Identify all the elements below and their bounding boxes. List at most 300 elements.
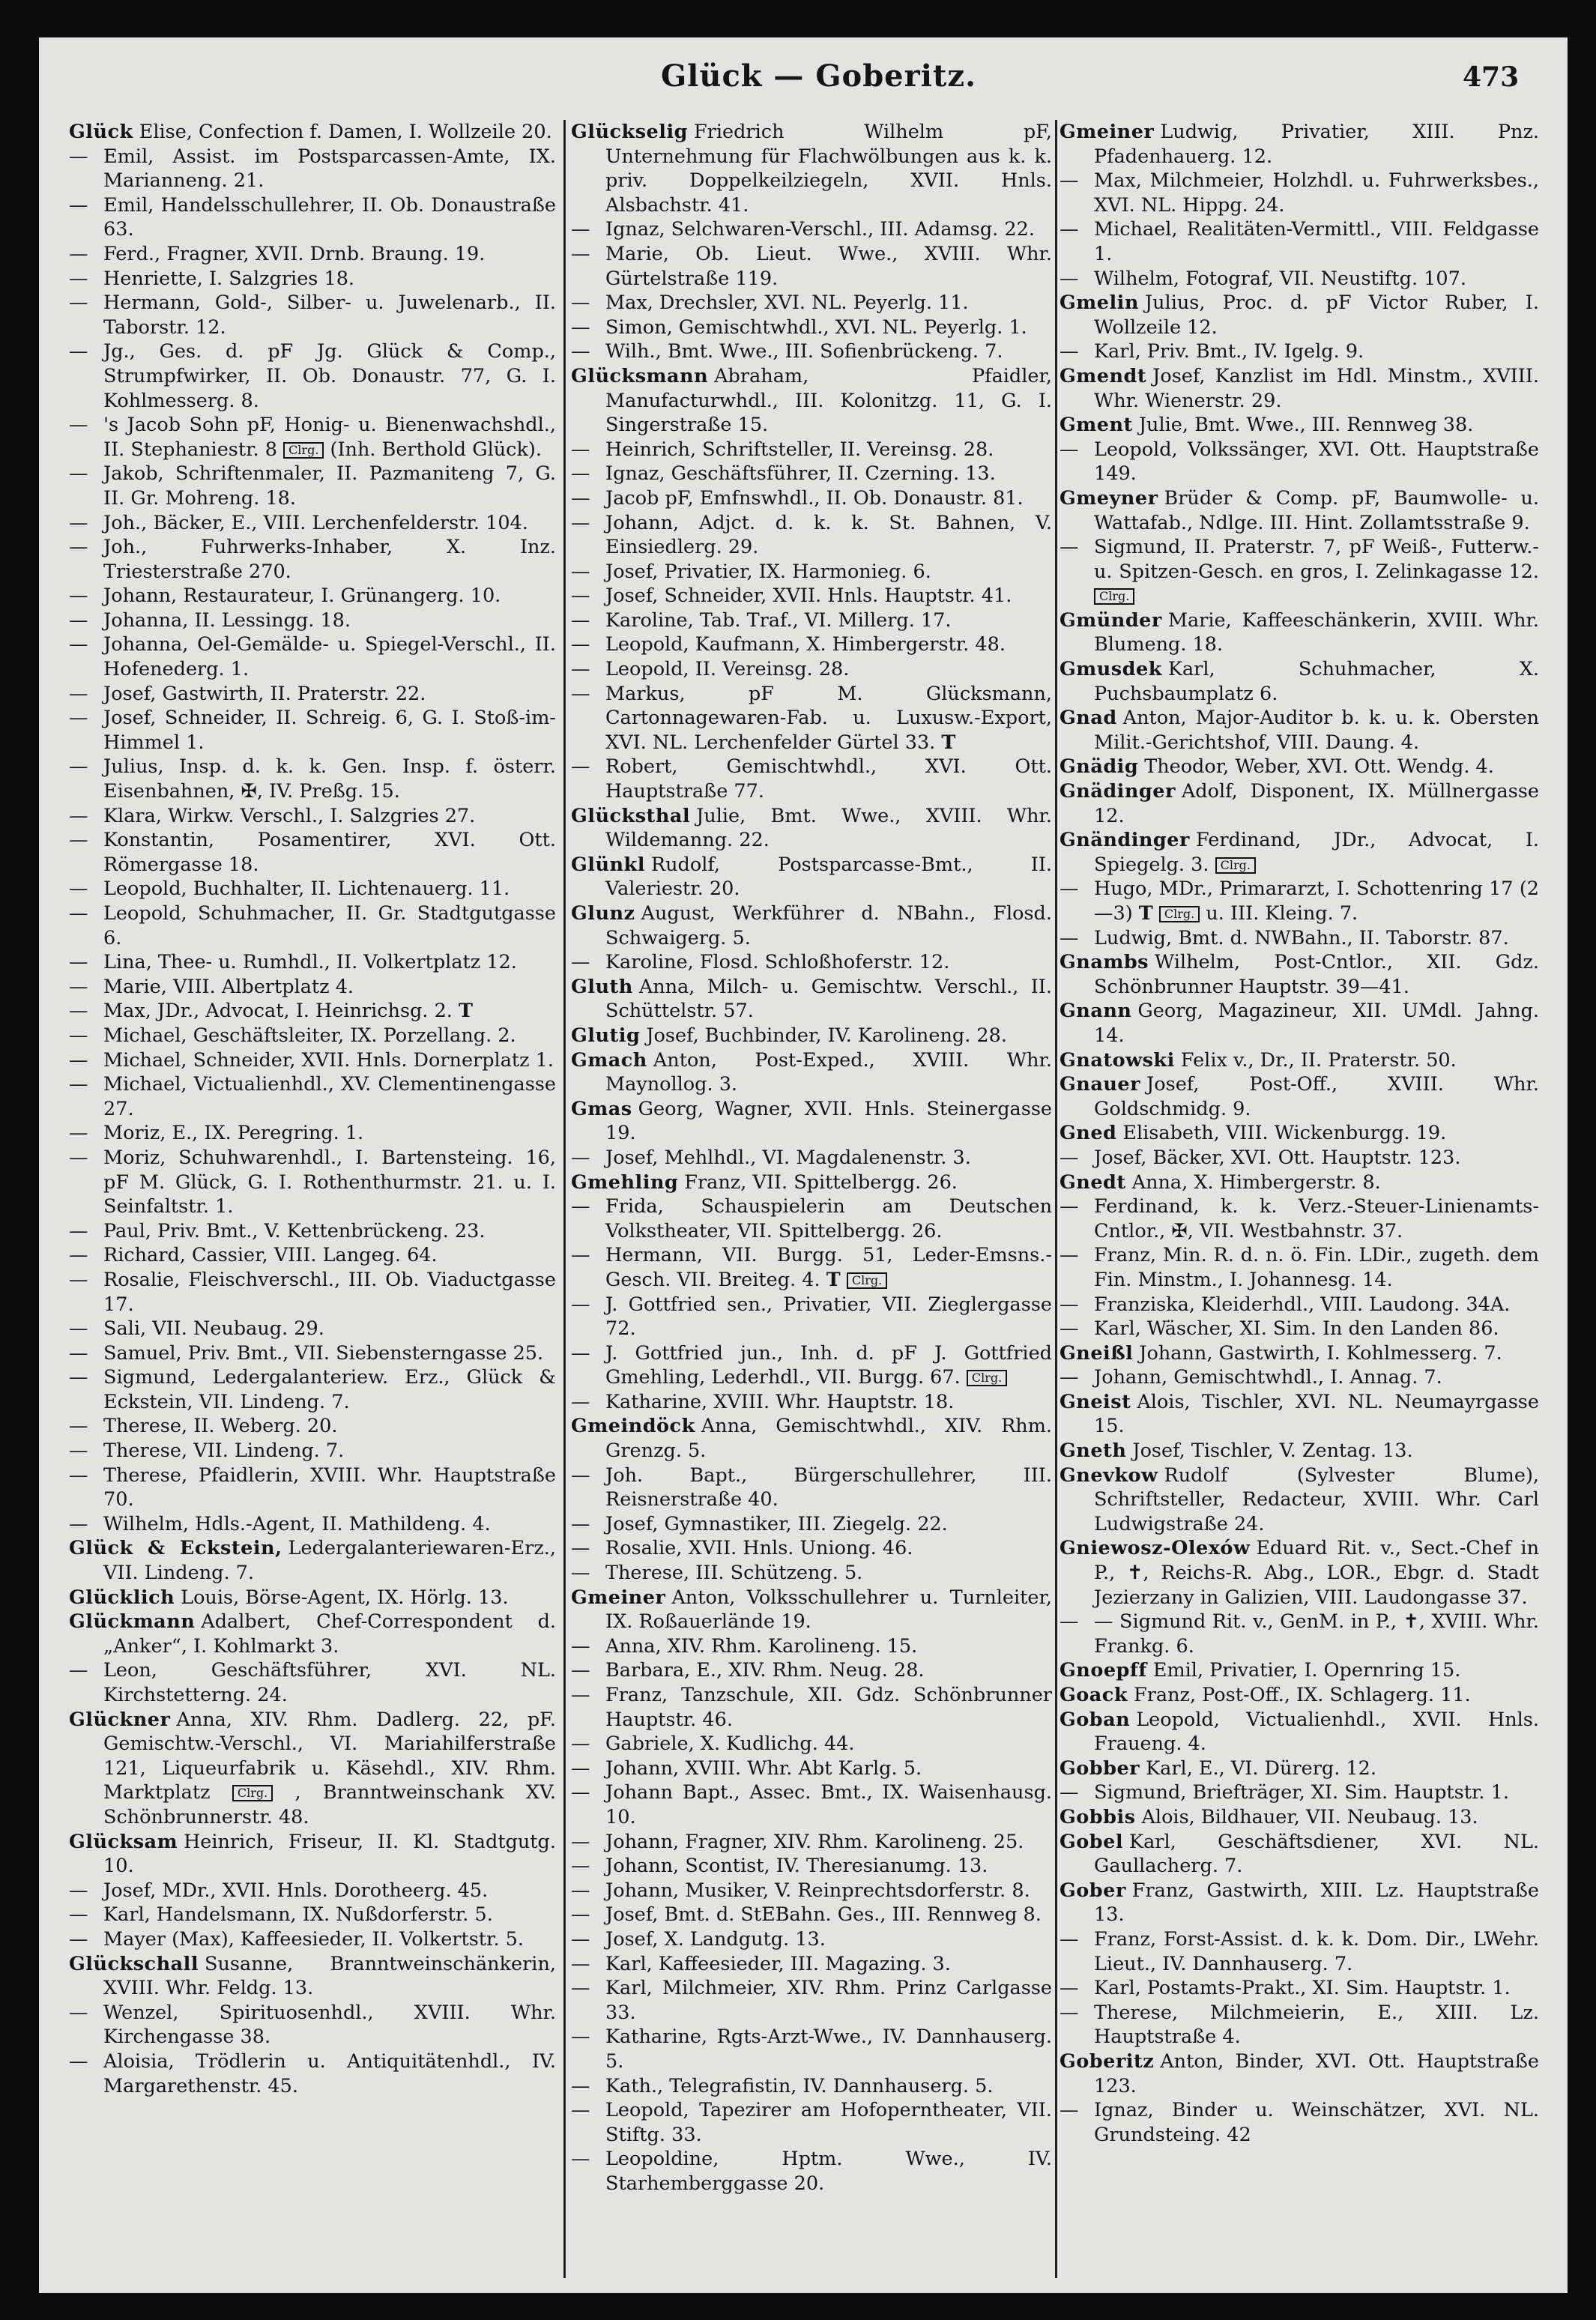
directory-entry — [69, 706, 556, 755]
entry-text: Mayer (Max), Kaffeesieder, II. Volkertstr. 5. — [103, 1927, 524, 1951]
entry-text: — Sigmund Rit. v., GenM. in P., ✝, XVIII. Whr. Frankg. 6. — [1094, 1610, 1539, 1658]
directory-entry — [69, 2049, 556, 2098]
entry-text: Alois, Tischler, XVI. NL. Neumayrgasse 15. — [1094, 1390, 1539, 1438]
directory-entry — [1060, 535, 1539, 608]
directory-entry — [571, 1024, 1052, 1048]
entry-text: Max, Milchmeier, Holzhdl. u. Fuhrwerksbes., XVI. NL. Hippg. 24. — [1094, 169, 1539, 217]
entry-text: Rosalie, Fleischverschl., III. Ob. Viaductgasse 17. — [103, 1268, 556, 1316]
entry-text: Julius, Proc. d. pF Victor Ruber, I. Wollzeile 12. — [1094, 291, 1539, 339]
entry-text: Ignaz, Binder u. Weinschätzer, XVI. NL. Grundsteing. 42 — [1094, 2099, 1539, 2146]
entry-text: Josef, Tischler, V. Zentag. 13. — [1132, 1440, 1413, 1463]
directory-entry — [69, 1927, 556, 1952]
directory-entry — [1060, 1317, 1539, 1341]
repeat-dash: — — [571, 1659, 590, 1682]
repeat-dash: — — [1060, 877, 1079, 901]
directory-entry — [571, 1390, 1052, 1415]
entry-text: Josef, Bmt. d. StEBahn. Ges., III. Rennweg 8. — [605, 1903, 1042, 1927]
surname: Gment — [1060, 414, 1133, 437]
entry-text: Alois, Bildhauer, VII. Neubaug. 13. — [1141, 1805, 1478, 1828]
directory-entry — [69, 1072, 556, 1121]
column-1 — [69, 120, 556, 2286]
directory-entry — [69, 1024, 556, 1048]
entry-text: Franz, Forst-Assist. d. k. k. Dom. Dir., LWehr. Lieut., IV. Dannhauserg. 7. — [1094, 1927, 1539, 1975]
directory-entry — [69, 804, 556, 829]
repeat-dash: — — [1060, 438, 1079, 461]
repeat-dash: — — [69, 951, 88, 974]
directory-entry — [1060, 364, 1539, 413]
entry-text: Marie, Kaffeeschänkerin, XVIII. Whr. Blumeng. 18. — [1094, 608, 1539, 656]
surname: Glückner — [69, 1708, 171, 1731]
entry-text: Leopold, Victualienhdl., XVII. Hnls. Fraueng. 4. — [1094, 1708, 1539, 1756]
directory-entry — [1060, 706, 1539, 755]
directory-entry — [1060, 1927, 1539, 1976]
entry-text: Joh., Bäcker, E., VIII. Lerchenfelderstr. 104. — [103, 511, 528, 534]
entry-text: Josef, Schneider, XVII. Hnls. Hauptstr. 41. — [605, 584, 1012, 608]
entry-text: Julie, Bmt. Wwe., III. Rennweg 38. — [1138, 414, 1474, 437]
page-number: 473 — [1463, 61, 1520, 93]
surname: Gober — [1060, 1879, 1126, 1902]
directory-entry — [571, 511, 1052, 560]
repeat-dash: — — [69, 707, 88, 730]
directory-entry — [571, 632, 1052, 657]
entry-text: Friedrich Wilhelm pF, Unternehmung für Flachwölbungen aus k. k. priv. Doppelkeilziegeln, XVII. Hnls. Alsbachstr. 41. — [605, 121, 1052, 217]
surname: Gnoepff — [1060, 1659, 1147, 1682]
repeat-dash: — — [69, 1268, 88, 1291]
directory-entry — [1060, 1341, 1539, 1366]
surname: Glückselig — [571, 121, 688, 143]
repeat-dash: — — [1060, 1317, 1079, 1341]
repeat-dash: — — [571, 755, 590, 779]
entry-text: Ludwig, Privatier, XIII. Pnz. Pfadenhauerg. 12. — [1094, 121, 1539, 168]
entry-text: Josef, Bäcker, XVI. Ott. Hauptstr. 123. — [1094, 1146, 1461, 1169]
entry-text: Joh. Bapt., Bürgerschullehrer, III. Reisnerstraße 40. — [605, 1463, 1052, 1511]
surname: Gniewosz-Olexów — [1060, 1537, 1251, 1560]
entry-text: Johann, Gastwirth, I. Kohlmesserg. 7. — [1139, 1341, 1502, 1365]
repeat-dash: — — [69, 1903, 88, 1927]
directory-entry — [69, 999, 556, 1024]
repeat-dash: — — [69, 829, 88, 852]
telephone-icon: T — [459, 1000, 474, 1023]
repeat-dash: — — [69, 1415, 88, 1438]
repeat-dash: — — [571, 1562, 590, 1585]
entry-text: Johann, Musiker, V. Reinprechtsdorferstr. 8. — [605, 1879, 1030, 1902]
directory-entry — [1060, 1463, 1539, 1537]
repeat-dash: — — [571, 1537, 590, 1560]
entry-text: Leon, Geschäftsführer, XVI. NL. Kirchstetterng. 24. — [103, 1659, 556, 1706]
repeat-dash: — — [69, 1000, 88, 1023]
entry-text: Barbara, E., XIV. Rhm. Neug. 28. — [605, 1659, 925, 1682]
entry-text: Heinrich, Schriftsteller, II. Vereinsg. 28. — [605, 438, 994, 461]
directory-entry — [571, 901, 1052, 950]
entry-text: Rudolf, Postsparcasse-Bmt., II. Valeriestr. 20. — [605, 853, 1052, 901]
repeat-dash: — — [1060, 1146, 1079, 1169]
repeat-dash: — — [571, 1195, 590, 1218]
directory-entry — [1060, 1121, 1539, 1146]
entry-text: Hermann, VII. Burgg. 51, Leder-Emsns.-Gesch. VII. Breiteg. 4. — [605, 1244, 1052, 1291]
repeat-dash: — — [571, 2148, 590, 2171]
repeat-dash: — — [571, 1634, 590, 1658]
directory-entry — [571, 1146, 1052, 1170]
repeat-dash: — — [571, 1756, 590, 1780]
entry-text: Karoline, Flosd. Schloßhoferstr. 12. — [605, 951, 950, 974]
entry-text: Johanna, Oel-Gemälde- u. Spiegel-Verschl., II. Hofenederg. 1. — [103, 633, 556, 681]
directory-entry — [571, 2025, 1052, 2073]
directory-entry — [1060, 438, 1539, 486]
surname: Glückschall — [69, 1952, 199, 1975]
entry-text: J. Gottfried jun., Inh. d. pF J. Gottfried Gmehling, Lederhdl., VII. Burgg. 67. — [605, 1341, 1052, 1389]
directory-entry — [571, 1097, 1052, 1146]
directory-entry — [571, 584, 1052, 608]
directory-entry — [571, 1927, 1052, 1952]
directory-entry — [571, 1658, 1052, 1683]
repeat-dash: — — [1060, 1977, 1079, 2000]
telephone-icon: T — [941, 731, 956, 754]
entry-text: Johann, Gemischtwhdl., I. Annag. 7. — [1094, 1366, 1442, 1389]
directory-entry — [571, 315, 1052, 340]
repeat-dash: — — [571, 2099, 590, 2122]
directory-entry — [1060, 926, 1539, 951]
entry-text: Johann, XVIII. Whr. Abt Karlg. 5. — [605, 1756, 922, 1780]
entry-text: Leopold, Buchhalter, II. Lichtenauerg. 11. — [103, 877, 510, 901]
surname: Glücksthal — [571, 804, 691, 827]
entry-text: Anton, Volksschullehrer u. Turnleiter, IX. Roßauerlände 19. — [605, 1586, 1052, 1634]
directory-entry — [571, 1732, 1052, 1756]
repeat-dash: — — [571, 682, 590, 705]
directory-entry — [1060, 413, 1539, 438]
directory-entry — [571, 120, 1052, 217]
directory-entry — [571, 462, 1052, 486]
entry-text: Josef, Gastwirth, II. Praterstr. 22. — [103, 682, 426, 705]
repeat-dash: — — [69, 1341, 88, 1365]
repeat-dash: — — [571, 340, 590, 363]
repeat-dash: — — [69, 145, 88, 168]
surname: Gmelin — [1060, 291, 1139, 315]
column-divider — [563, 120, 566, 2278]
entry-text: Rosalie, XVII. Hnls. Uniong. 46. — [605, 1537, 913, 1560]
repeat-dash: — — [1060, 1927, 1079, 1951]
repeat-dash: — — [571, 584, 590, 608]
directory-entry — [1060, 1146, 1539, 1170]
entry-text: Wilhelm, Post-Cntlor., XII. Gdz. Schönbrunner Hauptstr. 39—41. — [1094, 951, 1539, 998]
directory-entry — [571, 1879, 1052, 1903]
directory-entry — [1060, 877, 1539, 925]
directory-entry — [571, 1756, 1052, 1781]
directory-entry — [571, 1243, 1052, 1292]
repeat-dash: — — [69, 462, 88, 486]
directory-entry — [69, 1121, 556, 1146]
repeat-dash: — — [69, 608, 88, 632]
entry-text: Emil, Assist. im Postsparcassen-Amte, IX. Marianneng. 21. — [103, 145, 556, 193]
directory-entry — [1060, 1243, 1539, 1292]
surname: Gobbis — [1060, 1805, 1136, 1828]
entry-text: Ignaz, Selchwaren-Verschl., III. Adamsg. 22. — [605, 218, 1035, 241]
directory-entry — [69, 1903, 556, 1927]
surname: Gmas — [571, 1097, 632, 1120]
entry-text: Joh., Fuhrwerks-Inhaber, X. Inz. Triesterstraße 270. — [103, 536, 556, 583]
running-header: Glück — Goberitz. — [661, 58, 977, 94]
entry-text: Karl, Geschäftsdiener, XVI. NL. Gaullacherg. 7. — [1094, 1830, 1539, 1878]
directory-entry — [571, 1830, 1052, 1855]
repeat-dash: — — [1060, 169, 1079, 193]
directory-entry — [1060, 217, 1539, 266]
entry-text: Therese, II. Weberg. 20. — [103, 1415, 338, 1438]
directory-entry — [571, 804, 1052, 853]
column-divider — [1055, 120, 1057, 2278]
repeat-dash: — — [69, 1024, 88, 1047]
directory-entry — [69, 1830, 556, 1879]
surname: Gobel — [1060, 1830, 1124, 1853]
repeat-dash: — — [69, 1048, 88, 1072]
directory-entry — [571, 1683, 1052, 1732]
repeat-dash: — — [1060, 1781, 1079, 1804]
entry-text: Kath., Telegrafistin, IV. Dannhauserg. 5. — [605, 2074, 994, 2097]
repeat-dash: — — [69, 193, 88, 217]
entry-text: J. Gottfried sen., Privatier, VII. Zieglergasse 72. — [605, 1293, 1052, 1341]
entry-text: Josef, Gymnastiker, III. Ziegelg. 22. — [605, 1512, 948, 1535]
directory-entry — [571, 1780, 1052, 1829]
entry-text: Ferd., Fragner, XVII. Drnb. Braung. 19. — [103, 242, 486, 265]
entry-text: Heinrich, Friseur, II. Kl. Stadtgutg. 10. — [103, 1830, 556, 1878]
directory-entry — [69, 339, 556, 413]
repeat-dash: — — [69, 1512, 88, 1535]
repeat-dash: — — [571, 1855, 590, 1878]
directory-entry — [1060, 1756, 1539, 1781]
entry-text: Michael, Geschäftsleiter, IX. Porzellang. 2. — [103, 1024, 516, 1047]
entry-text: Josef, Buchbinder, IV. Karolineng. 28. — [646, 1024, 1007, 1047]
entry-text: Sigmund, II. Praterstr. 7, pF Weiß-, Futterw.- u. Spitzen-Gesch. en gros, I. Zelinkagasse 12. — [1094, 536, 1539, 583]
directory-entry — [69, 291, 556, 339]
surname: Gnatowski — [1060, 1048, 1175, 1072]
surname: Glückmann — [69, 1610, 196, 1634]
surname: Gneth — [1060, 1440, 1127, 1463]
directory-entry — [571, 364, 1052, 438]
entry-text: Therese, III. Schützeng. 5. — [605, 1562, 863, 1585]
repeat-dash: — — [571, 608, 590, 632]
entry-text: Karl, Kaffeesieder, III. Magazing. 3. — [605, 1952, 951, 1975]
entry-text: Anna, X. Himbergerstr. 8. — [1131, 1170, 1381, 1194]
surname: Gnädig — [1060, 755, 1139, 779]
entry-text: (Inh. Berthold Glück). — [330, 438, 542, 461]
directory-entry — [69, 901, 556, 950]
directory-entry — [69, 1146, 556, 1219]
entry-text: Max, Drechsler, XVI. NL. Peyerlg. 11. — [605, 291, 969, 315]
entry-text: Ludwig, Bmt. d. NWBahn., II. Taborstr. 87. — [1094, 926, 1509, 949]
directory-entry — [571, 1341, 1052, 1390]
surname: Glücksmann — [571, 364, 709, 387]
directory-entry — [69, 1586, 556, 1610]
directory-entry — [1060, 755, 1539, 779]
directory-entry — [69, 511, 556, 536]
surname: Gmeyner — [1060, 486, 1158, 510]
directory-entry — [69, 1536, 556, 1585]
entry-text: Jakob, Schriftenmaler, II. Pazmaniteng 7, G. II. Gr. Mohreng. 18. — [103, 462, 556, 510]
entry-text: Michael, Victualienhdl., XV. Clementinengasse 27. — [103, 1073, 556, 1120]
entry-text: Josef, Kanzlist im Hdl. Minstm., XVIII. Whr. Wienerstr. 29. — [1094, 364, 1539, 412]
directory-entry — [1060, 1830, 1539, 1879]
entry-text: Henriette, I. Salzgries 18. — [103, 267, 355, 290]
directory-entry — [571, 2098, 1052, 2147]
entry-text: u. III. Kleing. 7. — [1206, 902, 1358, 925]
surname: Goberitz — [1060, 2049, 1155, 2073]
directory-entry — [1060, 169, 1539, 217]
directory-entry — [571, 975, 1052, 1024]
entry-text: Hermann, Gold-, Silber- u. Juwelenarb., II. Taborstr. 12. — [103, 291, 556, 339]
repeat-dash: — — [69, 1366, 88, 1389]
surname: Gmeiner — [1060, 121, 1155, 143]
directory-entry — [571, 755, 1052, 803]
directory-entry — [1060, 1658, 1539, 1683]
repeat-dash: — — [69, 975, 88, 998]
directory-entry — [69, 877, 556, 901]
repeat-dash: — — [1060, 2001, 1079, 2024]
directory-entry — [1060, 2098, 1539, 2147]
entry-text: Moriz, E., IX. Peregring. 1. — [103, 1122, 364, 1145]
repeat-dash: — — [571, 1830, 590, 1853]
directory-entry — [571, 1512, 1052, 1537]
repeat-dash: — — [571, 1390, 590, 1413]
directory-entry — [69, 242, 556, 267]
directory-entry — [1060, 1683, 1539, 1708]
directory-entry — [571, 1194, 1052, 1243]
entry-text: Franz, Gastwirth, XIII. Lz. Hauptstraße 13. — [1094, 1879, 1539, 1927]
directory-entry — [69, 1879, 556, 1903]
column-2 — [571, 120, 1052, 2286]
entry-text: Wilhelm, Hdls.-Agent, II. Mathildeng. 4. — [103, 1512, 491, 1535]
directory-entry — [571, 1293, 1052, 1341]
register-stamp: Clrg. — [967, 1370, 1007, 1386]
repeat-dash: — — [69, 1073, 88, 1096]
entry-text: Katharine, Rgts-Arzt-Wwe., IV. Dannhauserg. 5. — [605, 2026, 1052, 2073]
entry-text: Emil, Privatier, I. Opernring 15. — [1152, 1659, 1461, 1682]
directory-entry — [571, 1463, 1052, 1512]
directory-entry — [1060, 1194, 1539, 1243]
surname: Gmach — [571, 1048, 647, 1072]
surname: Glutig — [571, 1024, 641, 1047]
directory-entry — [69, 2001, 556, 2049]
directory-entry — [571, 1561, 1052, 1586]
repeat-dash: — — [69, 584, 88, 608]
repeat-dash: — — [1060, 926, 1079, 949]
entry-text: Johann Bapt., Assec. Bmt., IX. Waisenhausg. 10. — [605, 1781, 1052, 1828]
repeat-dash: — — [571, 218, 590, 241]
surname: Gned — [1060, 1122, 1117, 1145]
entry-text: Therese, Milchmeierin, E., XIII. Lz. Hauptstraße 4. — [1094, 2001, 1539, 2049]
entry-text: Felix v., Dr., II. Praterstr. 50. — [1180, 1048, 1457, 1072]
directory-entry — [69, 1512, 556, 1537]
entry-text: Karl, Wäscher, XI. Sim. In den Landen 86. — [1094, 1317, 1499, 1341]
surname: Goban — [1060, 1708, 1131, 1731]
entry-text: Ignaz, Geschäftsführer, II. Czerning. 13. — [605, 462, 996, 486]
repeat-dash: — — [69, 877, 88, 901]
entry-text: Eduard Rit. v., Sect.-Chef in P., ✝, Reichs-R. Abg., LOR., Ebgr. d. Stadt Jezierzany in Galizien, VIII. Laudongasse 37. — [1094, 1537, 1539, 1609]
entry-text: Franz, Min. R. d. n. ö. Fin. LDir., zugeth. dem Fin. Minstm., I. Johannesg. 14. — [1094, 1244, 1539, 1291]
directory-entry — [69, 1341, 556, 1366]
entry-text: Wilhelm, Fotograf, VII. Neustiftg. 107. — [1094, 267, 1466, 290]
telephone-icon: T — [826, 1268, 841, 1291]
entry-text: Josef, Mehlhdl., VI. Magdalenenstr. 3. — [605, 1146, 971, 1169]
entry-text: Leopold, Volkssänger, XVI. Ott. Hauptstraße 149. — [1094, 438, 1539, 486]
entry-text: Brüder & Comp. pF, Baumwolle- u. Wattafab., Ndlge. III. Hint. Zollamtsstraße 9. — [1094, 486, 1539, 534]
entry-text: Michael, Schneider, XVII. Hnls. Dornerplatz 1. — [103, 1048, 554, 1072]
repeat-dash: — — [69, 1146, 88, 1169]
register-stamp: Clrg. — [283, 442, 324, 459]
repeat-dash: — — [571, 560, 590, 583]
directory-entry — [69, 950, 556, 975]
repeat-dash: — — [69, 2049, 88, 2073]
repeat-dash: — — [69, 242, 88, 265]
directory-entry — [1060, 1072, 1539, 1121]
entry-text: Karl, Schuhmacher, X. Puchsbaumplatz 6. — [1094, 658, 1539, 705]
directory-entry — [69, 535, 556, 584]
entry-text: Anton, Binder, XVI. Ott. Hauptstraße 123. — [1094, 2049, 1539, 2097]
directory-entry — [571, 339, 1052, 364]
directory-entry — [1060, 1805, 1539, 1830]
entry-text: Anna, Gemischtwhdl., XIV. Rhm. Grenzg. 5. — [605, 1415, 1052, 1463]
directory-entry — [1060, 291, 1539, 339]
directory-entry — [1060, 1390, 1539, 1439]
directory-entry — [1060, 828, 1539, 877]
repeat-dash: — — [69, 1219, 88, 1242]
entry-text: Karoline, Tab. Traf., VI. Millerg. 17. — [605, 608, 952, 632]
entry-text: Ledergalanteriewaren-Erz., VII. Lindeng. 7. — [103, 1537, 556, 1585]
surname: Glücklich — [69, 1586, 175, 1609]
entry-text: Therese, Pfaidlerin, XVIII. Whr. Hauptstraße 70. — [103, 1463, 556, 1511]
repeat-dash: — — [571, 1927, 590, 1951]
directory-entry — [571, 608, 1052, 633]
repeat-dash: — — [69, 2001, 88, 2024]
directory-entry — [571, 1903, 1052, 1927]
repeat-dash: — — [69, 755, 88, 779]
entry-text: Marie, VIII. Albertplatz 4. — [103, 975, 354, 998]
entry-text: Georg, Wagner, XVII. Hnls. Steinergasse 19. — [605, 1097, 1052, 1145]
entry-text: Anna, XIV. Rhm. Karolineng. 15. — [605, 1634, 918, 1658]
directory-entry — [571, 1048, 1052, 1097]
directory-entry — [69, 1463, 556, 1512]
repeat-dash: — — [1060, 218, 1079, 241]
directory-entry — [69, 120, 556, 145]
entry-text: Leopold, II. Vereinsg. 28. — [605, 658, 850, 681]
surname: Gmeindöck — [571, 1415, 695, 1438]
entry-text: 's Jacob Sohn pF, Honig- u. Bienenwachshdl., II. Stephaniestr. 8 — [103, 414, 556, 461]
entry-text: Josef, Privatier, IX. Harmonieg. 6. — [605, 560, 931, 583]
entry-text: Abraham, Pfaidler, Manufacturwhdl., III. Kolonitzg. 11, G. I. Singerstraße 15. — [605, 364, 1052, 437]
entry-text: Simon, Gemischtwhdl., XVI. NL. Peyerlg. 1. — [605, 315, 1027, 339]
entry-text: Klara, Wirkw. Verschl., I. Salzgries 27. — [103, 804, 476, 827]
entry-text: Franz, VII. Spittelbergg. 26. — [684, 1170, 958, 1194]
directory-entry — [1060, 1780, 1539, 1805]
repeat-dash: — — [1060, 2099, 1079, 2122]
repeat-dash: — — [571, 486, 590, 510]
surname: Glück & Eckstein, — [69, 1537, 282, 1560]
register-stamp: Clrg. — [232, 1785, 273, 1801]
register-stamp: Clrg. — [1215, 857, 1256, 874]
entry-text: Markus, pF M. Glücksmann, Cartonnagewaren-Fab. u. Luxusw.-Export, XVI. NL. Lerchenfelder Gürtel 33. — [605, 682, 1052, 754]
directory-entry — [1060, 657, 1539, 706]
repeat-dash: — — [1060, 1244, 1079, 1267]
directory-entry — [571, 1952, 1052, 1977]
repeat-dash: — — [571, 1952, 590, 1975]
directory-entry — [69, 1610, 556, 1658]
repeat-dash: — — [69, 1440, 88, 1463]
directory-entry — [571, 1634, 1052, 1659]
repeat-dash: — — [571, 2074, 590, 2097]
surname: Gneist — [1060, 1390, 1131, 1413]
directory-entry — [69, 1219, 556, 1244]
directory-entry — [571, 2147, 1052, 2196]
entry-text: Anna, XIV. Rhm. Dadlerg. 22, pF. Gemischtw.-Verschl., VI. Mariahilferstraße 121, Liqueurfabrik u. Käsehdl., XIV. Rhm. Marktplatz — [103, 1708, 556, 1804]
directory-entry — [1060, 1879, 1539, 1927]
surname: Gnauer — [1060, 1073, 1141, 1096]
